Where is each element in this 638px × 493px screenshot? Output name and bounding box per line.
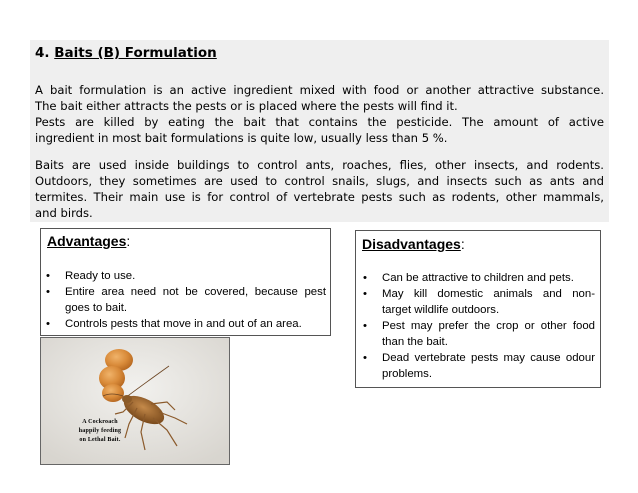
paragraph-mechanism	[35, 114, 604, 146]
bullet-icon: •	[363, 320, 367, 332]
disadvantages-title	[362, 236, 465, 252]
disadvantages-list	[363, 270, 595, 382]
caption-line: A Cockroach	[82, 419, 118, 425]
advantages-list	[46, 268, 326, 332]
paragraph-line: ingredient in most bait formulations is quite low, usually less than 5 %.	[35, 131, 448, 145]
disadvantages-title-colon: :	[460, 236, 465, 252]
bullet-icon: •	[46, 270, 50, 282]
paragraph-line: Outdoors, they sometimes are used to control snails, slugs, and insects such as ants and	[35, 174, 604, 188]
disadvantages-title-text: Disadvantages	[362, 236, 461, 252]
list-item	[46, 268, 326, 284]
list-item-text: goes to bait.	[65, 302, 128, 314]
list-item	[363, 270, 595, 286]
bullet-icon: •	[46, 286, 50, 298]
cockroach-illustration	[41, 338, 229, 464]
list-item-text: Dead vertebrate pests may cause odour	[382, 352, 595, 364]
paragraph-line: termites. Their main use is for control of vertebrate pests such as rodents, other mammals,	[35, 190, 604, 204]
disadvantages-box	[355, 230, 601, 388]
paragraph-line: The bait either attracts the pests or is placed where the pests will find it.	[35, 99, 458, 113]
list-item	[363, 350, 595, 382]
bullet-icon: •	[46, 318, 50, 330]
list-item-text: Controls pests that move in and out of an area.	[65, 318, 302, 330]
photo-caption	[60, 418, 140, 445]
paragraph-uses	[35, 157, 604, 221]
list-item	[46, 284, 326, 316]
list-item-text: Entire area need not be covered, because pest	[65, 286, 326, 298]
list-item-text: than the bait.	[382, 336, 448, 348]
caption-line: happily feeding	[78, 428, 122, 434]
advantages-title	[47, 233, 130, 249]
advantages-box	[40, 228, 331, 336]
paragraph-line: Baits are used inside buildings to control ants, roaches, flies, other insects, and rodents.	[35, 158, 604, 172]
list-item-text: May kill domestic animals and non-	[382, 288, 595, 300]
list-item-text: target wildlife outdoors.	[382, 304, 500, 316]
paragraph-line: A bait formulation is an active ingredient mixed with food or another attractive substance.	[35, 83, 604, 97]
caption-line: on Lethal Bait.	[79, 437, 121, 443]
bullet-icon: •	[363, 272, 367, 284]
list-item-text: problems.	[382, 368, 433, 380]
list-item-text: Can be attractive to children and pets.	[382, 272, 574, 284]
section-heading	[35, 45, 217, 61]
list-item-text: Pest may prefer the crop or other food	[382, 320, 595, 332]
heading-title: Baits (B) Formulation	[54, 45, 217, 61]
list-item	[363, 286, 595, 318]
list-item	[363, 318, 595, 350]
cockroach-bait-photo	[40, 337, 230, 465]
bullet-icon: •	[363, 288, 367, 300]
paragraph-line: Pests are killed by eating the bait that contains the pesticide. The amount of active	[35, 115, 604, 129]
paragraph-definition	[35, 82, 604, 114]
bullet-icon: •	[363, 352, 367, 364]
advantages-title-colon: :	[126, 233, 131, 249]
advantages-title-text: Advantages	[47, 233, 127, 249]
paragraph-line: and birds.	[35, 206, 93, 220]
list-item-text: Ready to use.	[65, 270, 136, 282]
list-item	[46, 316, 326, 332]
heading-number: 4.	[35, 45, 50, 61]
